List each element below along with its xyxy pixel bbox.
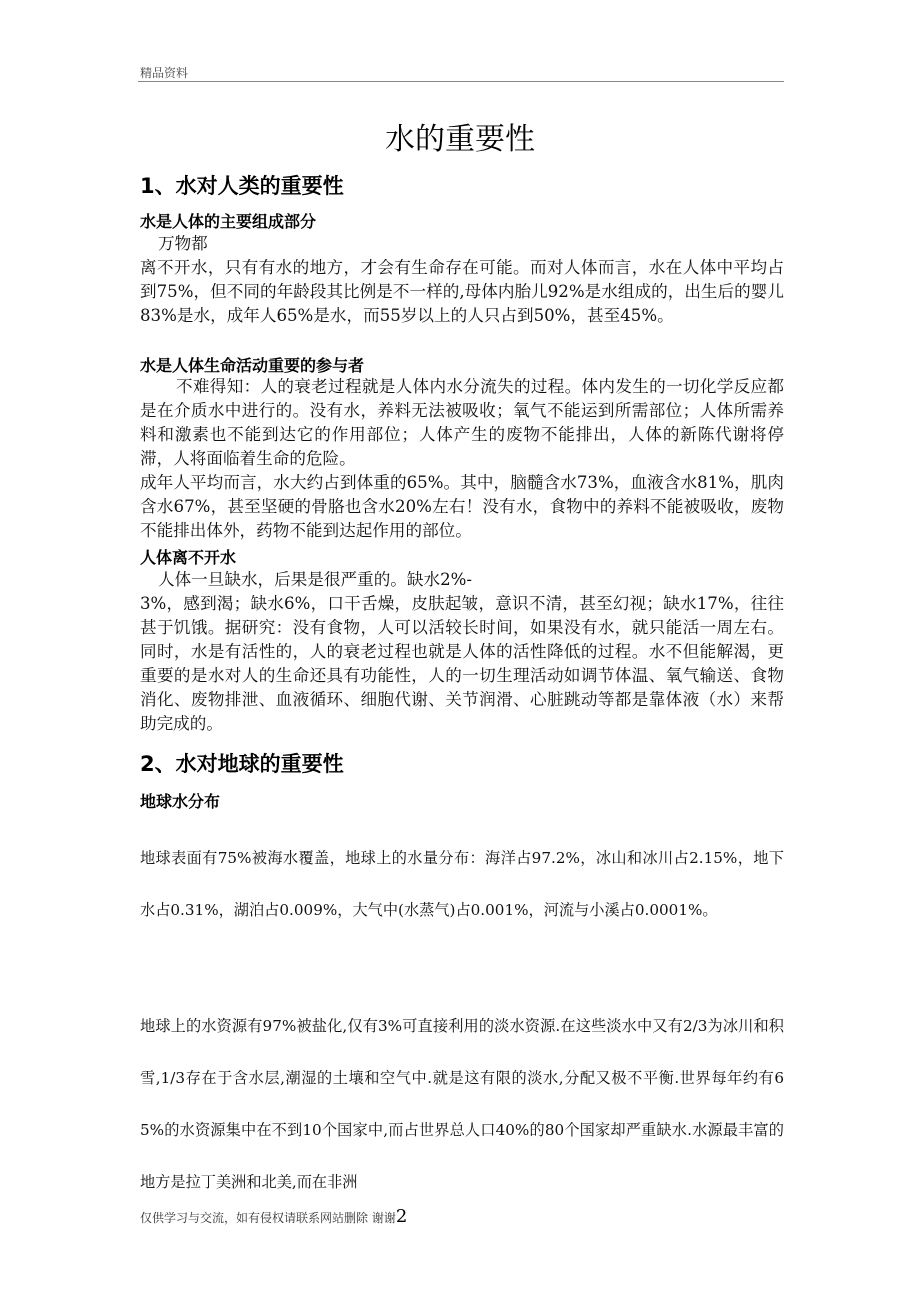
header-label: 精品资料 (140, 66, 189, 80)
footer-note: 仅供学习与交流，如有侵权请联系网站删除 谢谢 (140, 1211, 396, 1225)
section-1-sub-2-body-2: 成年人平均而言，水大约占到体重的65%。其中，脑髓含水73%，血液含水81%，肌肉含水67%，甚至坚硬的骨胳也含水20%左右！没有水，食物中的养料不能被吸收，废物不能排出体外，药物不能到达起作用的部位。 (140, 473, 784, 540)
section-1-sub-1-lead: 万物都 (158, 234, 208, 253)
section-2-para-2: 地球上的水资源有97%被盐化,仅有3%可直接利用的淡水资源.在这些淡水中又有2/3为冰川和积雪,1/3存在于含水层,潮湿的土壤和空气中.就是这有限的淡水,分配又极不平衡.世界每年约有65%的水资源集中在不到10个国家中,而占世界总人口40%的80个国家却严重缺水.水源最丰富的地方是拉丁美洲和北美,而在非洲 (140, 1017, 784, 1191)
section-1-sub-2-heading: 水是人体生命活动重要的参与者 (140, 356, 365, 375)
section-2-heading: 2、水对地球的重要性 (140, 752, 344, 776)
page-number: 2 (395, 1206, 408, 1227)
page-title: 水的重要性 (385, 122, 535, 157)
section-2-para-1: 地球表面有75%被海水覆盖，地球上的水量分布：海洋占97.2%，冰山和冰川占2.15%，地下水占0.31%，湖泊占0.009%，大气中(水蒸气)占0.001%，河流与小溪占0.0001%。 (140, 849, 784, 919)
section-1-heading: 1、水对人类的重要性 (140, 174, 344, 198)
section-1-sub-1-heading: 水是人体的主要组成部分 (140, 212, 317, 231)
page-footer (140, 1206, 407, 1227)
section-2-sub-1-heading: 地球水分布 (140, 792, 221, 811)
header-divider (138, 81, 784, 82)
section-1-sub-2-body-1: 不难得知：人的衰老过程就是人体内水分流失的过程。体内发生的一切化学反应都是在介质水中进行的。没有水，养料无法被吸收；氧气不能运到所需部位；人体所需养料和激素也不能到达它的作用部位；人体产生的废物不能排出，人体的新陈代谢将停滞，人将面临着生命的危险。 (140, 377, 784, 468)
section-1-sub-3-body: 3%，感到渴；缺水6%，口干舌燥，皮肤起皱，意识不清，甚至幻视；缺水17%，往往甚于饥饿。据研究：没有食物，人可以活较长时间，如果没有水，就只能活一周左右。同时，水是有活性的，人的衰老过程也就是人体的活性降低的过程。水不但能解渴，更重要的是水对人的生命还具有功能性，人的一切生理活动如调节体温、氧气输送、食物消化、废物排泄、血液循环、细胞代谢、关节润滑、心脏跳动等都是靠体液（水）来帮助完成的。 (140, 594, 784, 733)
section-1-sub-1-body: 离不开水，只有有水的地方，才会有生命存在可能。而对人体而言，水在人体中平均占到75%，但不同的年龄段其比例是不一样的,母体内胎儿92%是水组成的，出生后的婴儿83%是水，成年人65%是水，而55岁以上的人只占到50%，甚至45%。 (140, 258, 784, 325)
section-1-sub-3-heading: 人体离不开水 (140, 548, 237, 567)
section-1-sub-3-lead: 人体一旦缺水，后果是很严重的。缺水2%- (158, 570, 473, 589)
